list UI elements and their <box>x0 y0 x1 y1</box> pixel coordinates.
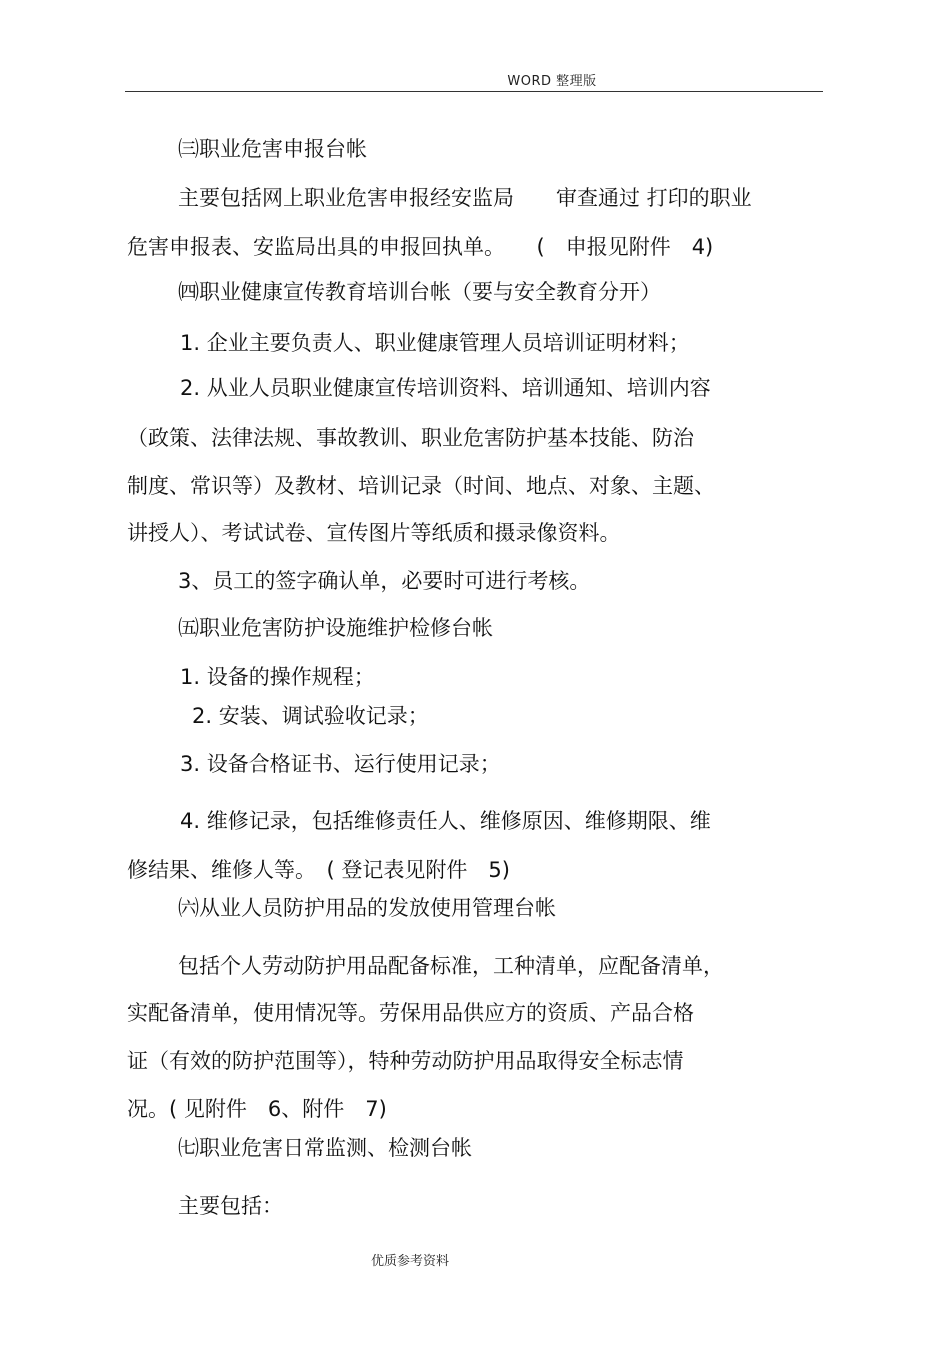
list-item: 1. 设备的操作规程； <box>180 665 375 689</box>
paragraph-line: 实配备清单，使用情况等。劳保用品供应方的资质、产品合格 <box>127 1001 694 1025</box>
header-divider <box>125 91 823 92</box>
paragraph-line: 证（有效的防护范围等），特种劳动防护用品取得安全标志情 <box>127 1049 684 1073</box>
paragraph-line: 危害申报表、安监局出具的申报回执单。 ( 申报见附件 4) <box>127 235 714 259</box>
paragraph-line: 主要包括： <box>178 1194 283 1218</box>
list-item: 2. 从业人员职业健康宣传培训资料、培训通知、培训内容 <box>180 376 711 400</box>
paragraph-line: 讲授人）、考试试卷、宣传图片等纸质和摄录像资料。 <box>127 521 621 545</box>
paragraph-line: （政策、法律法规、事故教训、职业危害防护基本技能、防治 <box>127 426 694 450</box>
paragraph-line: 况。( 见附件 6、附件 7) <box>127 1097 387 1121</box>
section-heading-3: ㈢职业危害申报台帐 <box>178 137 367 161</box>
section-heading-4: ㈣职业健康宣传教育培训台帐（要与安全教育分开） <box>178 280 661 304</box>
list-item: 3. 设备合格证书、运行使用记录； <box>180 752 501 776</box>
list-item: 2. 安装、调试验收记录； <box>192 704 429 728</box>
paragraph-line: 主要包括网上职业危害申报经安监局 审查通过 打印的职业 <box>178 186 752 210</box>
section-heading-5: ㈤职业危害防护设施维护检修台帐 <box>178 616 493 640</box>
paragraph-line: 修结果、维修人等。 ( 登记表见附件 5) <box>127 858 510 882</box>
list-item: 1. 企业主要负责人、职业健康管理人员培训证明材料； <box>180 331 690 355</box>
paragraph-line: 包括个人劳动防护用品配备标准，工种清单，应配备清单， <box>178 954 724 978</box>
section-heading-6: ㈥从业人员防护用品的发放使用管理台帐 <box>178 896 556 920</box>
list-item: 3、员工的签字确认单，必要时可进行考核。 <box>178 569 591 593</box>
section-heading-7: ㈦职业危害日常监测、检测台帐 <box>178 1136 472 1160</box>
list-item: 4. 维修记录，包括维修责任人、维修原因、维修期限、维 <box>180 809 711 833</box>
page-footer: 优质参考资料 <box>370 1254 449 1269</box>
paragraph-line: 制度、常识等）及教材、培训记录（时间、地点、对象、主题、 <box>127 474 715 498</box>
header-text: WORD 整理版 <box>507 74 597 89</box>
